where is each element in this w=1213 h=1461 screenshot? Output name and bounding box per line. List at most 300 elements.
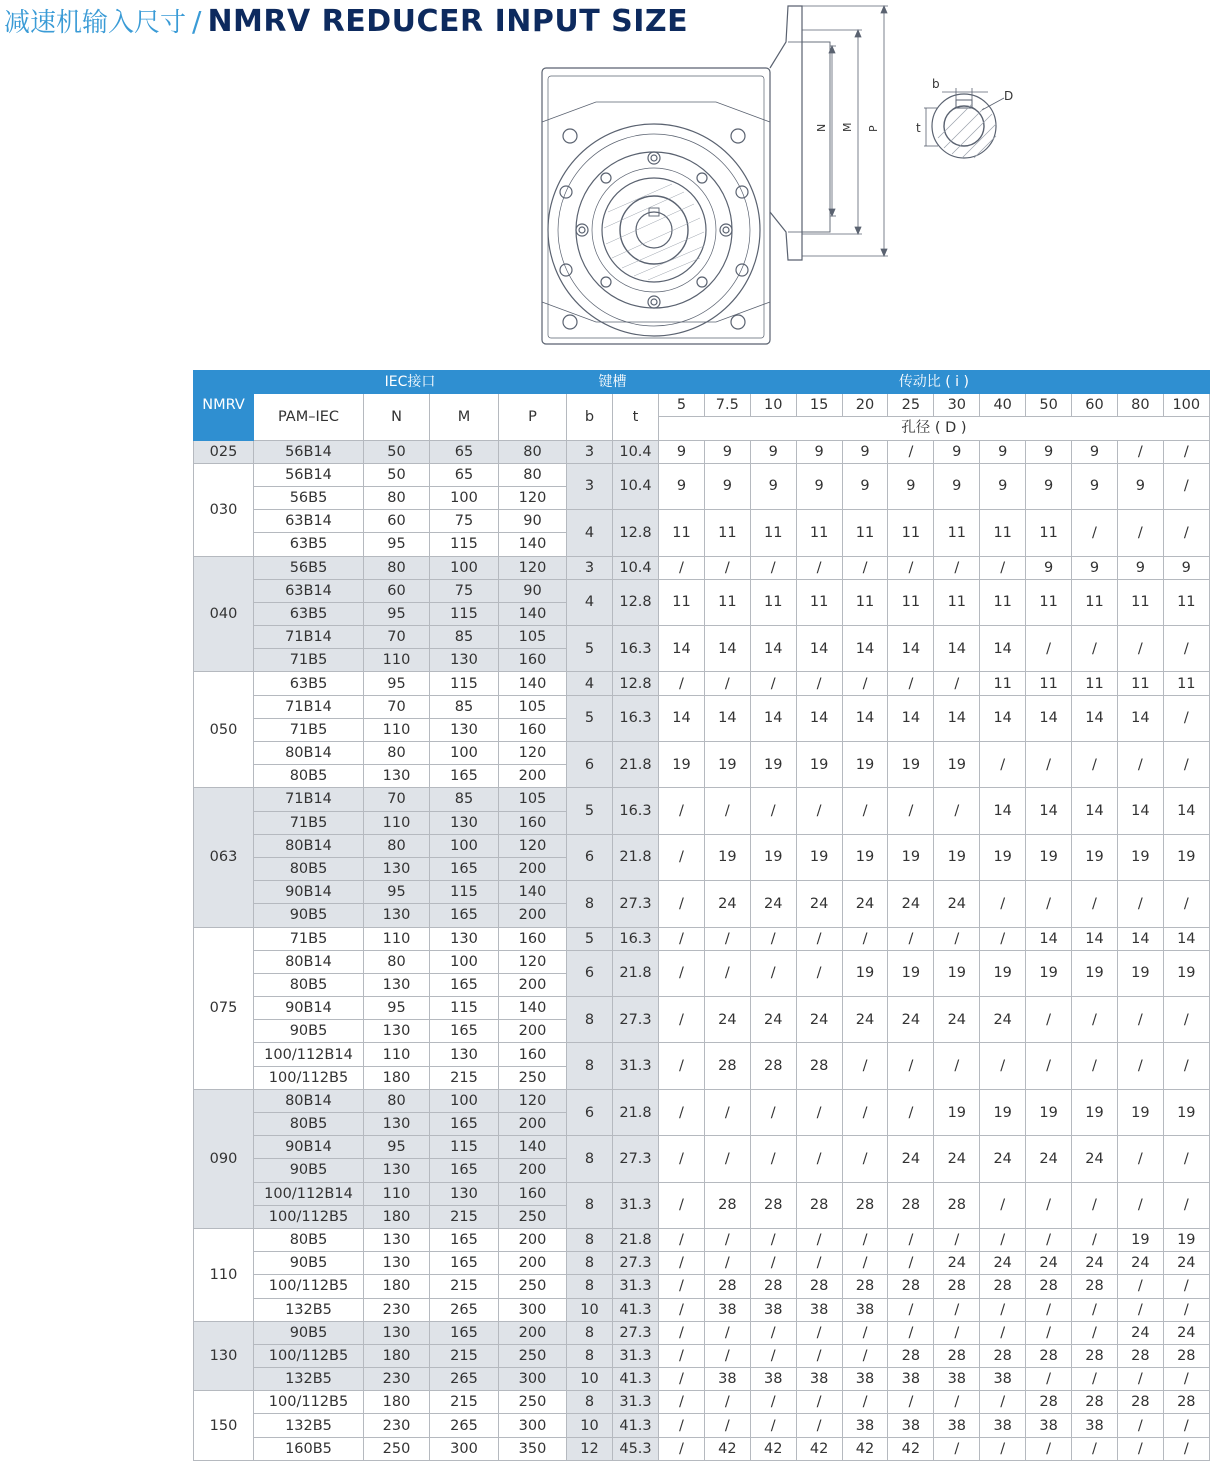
bore-diameter-cell: 11 (888, 510, 934, 556)
bore-header: 孔径 ( D ) (659, 417, 1210, 440)
bore-diameter-cell: 9 (750, 440, 796, 463)
n-cell: 130 (364, 1113, 430, 1136)
m-cell: 300 (430, 1437, 499, 1460)
bore-diameter-cell: 19 (1117, 834, 1163, 880)
bore-diameter-cell: / (1026, 881, 1072, 927)
key-t-cell: 10.4 (613, 440, 659, 463)
nmrv-size-cell: 040 (194, 556, 254, 672)
bore-diameter-cell: 28 (934, 1182, 980, 1228)
bore-diameter-cell: 9 (704, 463, 750, 509)
bore-diameter-cell: 9 (750, 463, 796, 509)
table-row (194, 927, 1210, 950)
keyway-label-d: D (1004, 89, 1014, 103)
n-cell: 130 (364, 1252, 430, 1275)
bore-diameter-cell: / (659, 672, 705, 695)
bore-diameter-cell: / (704, 1089, 750, 1135)
m-cell: 215 (430, 1344, 499, 1367)
bore-diameter-cell: / (934, 788, 980, 834)
m-cell: 165 (430, 1252, 499, 1275)
nmrv-size-cell: 090 (194, 1089, 254, 1228)
bore-diameter-cell: / (659, 950, 705, 996)
m-cell: 115 (430, 881, 499, 904)
m-cell: 165 (430, 765, 499, 788)
bore-diameter-cell: 42 (796, 1437, 842, 1460)
m-cell: 115 (430, 672, 499, 695)
bore-diameter-cell: / (888, 1043, 934, 1089)
bore-diameter-cell: / (704, 556, 750, 579)
bore-diameter-cell: 24 (934, 997, 980, 1043)
table-row (194, 440, 1210, 463)
key-b-cell: 8 (567, 1391, 613, 1414)
bore-diameter-cell: / (1117, 1368, 1163, 1391)
bore-diameter-cell: / (704, 1414, 750, 1437)
bore-diameter-cell: / (750, 1252, 796, 1275)
bore-diameter-cell: 14 (750, 695, 796, 741)
bore-diameter-cell: / (704, 1321, 750, 1344)
p-cell: 120 (499, 834, 567, 857)
m-cell: 165 (430, 1228, 499, 1251)
bore-diameter-cell: 11 (934, 579, 980, 625)
bore-diameter-cell: / (1026, 1043, 1072, 1089)
m-cell: 130 (430, 1043, 499, 1066)
n-cell: 180 (364, 1344, 430, 1367)
bore-diameter-cell: / (1117, 997, 1163, 1043)
bore-diameter-cell: / (888, 1228, 934, 1251)
m-cell: 215 (430, 1391, 499, 1414)
m-cell: 115 (430, 1136, 499, 1159)
bore-diameter-cell: / (704, 1344, 750, 1367)
bore-diameter-cell: 19 (888, 834, 934, 880)
bore-diameter-cell: / (888, 1298, 934, 1321)
nmrv-size-cell: 075 (194, 927, 254, 1089)
bore-diameter-cell: 24 (888, 997, 934, 1043)
pam-iec-cell: 100/112B14 (254, 1182, 364, 1205)
ratio-header: 50 (1026, 394, 1072, 417)
bore-diameter-cell: / (980, 556, 1026, 579)
bore-diameter-cell: 24 (1026, 1252, 1072, 1275)
key-t-cell: 27.3 (613, 1321, 659, 1344)
n-cell: 110 (364, 1043, 430, 1066)
bore-diameter-cell: / (659, 1368, 705, 1391)
bore-diameter-cell: / (980, 1298, 1026, 1321)
bore-diameter-cell: 38 (980, 1368, 1026, 1391)
bore-diameter-cell: / (704, 788, 750, 834)
bore-diameter-cell: / (659, 1321, 705, 1344)
n-cell: 110 (364, 1182, 430, 1205)
bore-diameter-cell: 11 (842, 579, 888, 625)
bore-diameter-cell: / (1163, 463, 1209, 509)
bore-diameter-cell: 11 (980, 579, 1026, 625)
bore-diameter-cell: 28 (704, 1043, 750, 1089)
n-cell: 80 (364, 834, 430, 857)
bore-diameter-cell: / (1117, 1182, 1163, 1228)
bore-diameter-cell: 11 (1117, 672, 1163, 695)
col-header-n: N (364, 394, 430, 440)
bore-diameter-cell: / (796, 927, 842, 950)
bore-diameter-cell: 19 (659, 742, 705, 788)
bore-diameter-cell: 19 (1163, 1089, 1209, 1135)
bore-diameter-cell: 14 (980, 695, 1026, 741)
pam-iec-cell: 100/112B5 (254, 1391, 364, 1414)
bore-diameter-cell: / (796, 1344, 842, 1367)
bore-diameter-cell: 24 (1117, 1321, 1163, 1344)
m-cell: 215 (430, 1066, 499, 1089)
ratio-header: 40 (980, 394, 1026, 417)
bore-diameter-cell: / (659, 1298, 705, 1321)
bore-diameter-cell: 14 (796, 695, 842, 741)
pam-iec-cell: 63B5 (254, 602, 364, 625)
bore-diameter-cell: / (796, 788, 842, 834)
bore-diameter-cell: 24 (1117, 1252, 1163, 1275)
pam-iec-cell: 71B5 (254, 927, 364, 950)
table-row (194, 742, 1210, 765)
key-b-cell: 8 (567, 881, 613, 927)
pam-iec-cell: 80B14 (254, 1089, 364, 1112)
table-row (194, 626, 1210, 649)
bore-diameter-cell: / (1026, 997, 1072, 1043)
pam-iec-cell: 90B14 (254, 1136, 364, 1159)
p-cell: 160 (499, 927, 567, 950)
key-t-cell: 21.8 (613, 834, 659, 880)
table-row (194, 579, 1210, 602)
n-cell: 80 (364, 486, 430, 509)
pam-iec-cell: 80B14 (254, 834, 364, 857)
m-cell: 215 (430, 1275, 499, 1298)
bore-diameter-cell: 11 (704, 579, 750, 625)
p-cell: 250 (499, 1066, 567, 1089)
bore-diameter-cell: 28 (796, 1043, 842, 1089)
pam-iec-cell: 71B14 (254, 788, 364, 811)
pam-iec-cell: 160B5 (254, 1437, 364, 1460)
bore-diameter-cell: / (1163, 626, 1209, 672)
m-cell: 265 (430, 1414, 499, 1437)
p-cell: 80 (499, 440, 567, 463)
key-t-cell: 16.3 (613, 695, 659, 741)
bore-diameter-cell: / (934, 1321, 980, 1344)
m-cell: 115 (430, 997, 499, 1020)
input-flange (770, 6, 802, 260)
table-row (194, 1182, 1210, 1205)
bore-diameter-cell: / (980, 1182, 1026, 1228)
bore-diameter-cell: / (659, 1344, 705, 1367)
n-cell: 60 (364, 510, 430, 533)
bore-diameter-cell: / (1072, 1368, 1118, 1391)
bore-diameter-cell: / (659, 1043, 705, 1089)
p-cell: 300 (499, 1368, 567, 1391)
key-b-cell: 10 (567, 1368, 613, 1391)
p-cell: 160 (499, 1043, 567, 1066)
bore-diameter-cell: / (1072, 742, 1118, 788)
bore-diameter-cell: 11 (1117, 579, 1163, 625)
n-cell: 230 (364, 1414, 430, 1437)
n-cell: 130 (364, 1020, 430, 1043)
bore-diameter-cell: 11 (888, 579, 934, 625)
key-b-cell: 5 (567, 695, 613, 741)
bore-diameter-cell: 9 (980, 440, 1026, 463)
key-b-cell: 10 (567, 1414, 613, 1437)
col-header-nmrv: NMRV (194, 371, 254, 441)
bore-diameter-cell: 19 (1163, 834, 1209, 880)
key-b-cell: 6 (567, 950, 613, 996)
p-cell: 250 (499, 1205, 567, 1228)
key-b-cell: 6 (567, 834, 613, 880)
bore-diameter-cell: 19 (934, 950, 980, 996)
bore-diameter-cell: 9 (888, 463, 934, 509)
bore-diameter-cell: 14 (980, 626, 1026, 672)
n-cell: 230 (364, 1298, 430, 1321)
table-row (194, 672, 1210, 695)
n-cell: 70 (364, 626, 430, 649)
pam-iec-cell: 63B14 (254, 579, 364, 602)
key-b-cell: 4 (567, 510, 613, 556)
bore-diameter-cell: 38 (750, 1298, 796, 1321)
bore-diameter-cell: / (1026, 1182, 1072, 1228)
bore-diameter-cell: 9 (1026, 463, 1072, 509)
bore-diameter-cell: 38 (1072, 1414, 1118, 1437)
p-cell: 350 (499, 1437, 567, 1460)
bore-diameter-cell: / (842, 556, 888, 579)
table-row (194, 1275, 1210, 1298)
bore-diameter-cell: 24 (842, 881, 888, 927)
m-cell: 130 (430, 718, 499, 741)
n-cell: 110 (364, 927, 430, 950)
n-cell: 50 (364, 463, 430, 486)
bore-diameter-cell: 9 (1026, 556, 1072, 579)
bore-diameter-cell: 11 (796, 579, 842, 625)
keyway-drawing (912, 74, 1032, 174)
table-row (194, 1228, 1210, 1251)
p-cell: 120 (499, 486, 567, 509)
bore-diameter-cell: / (750, 1136, 796, 1182)
bore-diameter-cell: 11 (1026, 672, 1072, 695)
bore-diameter-cell: 9 (842, 440, 888, 463)
bore-diameter-cell: 19 (888, 950, 934, 996)
m-cell: 165 (430, 904, 499, 927)
bore-diameter-cell: 19 (704, 742, 750, 788)
bore-diameter-cell: 9 (1072, 556, 1118, 579)
bore-diameter-cell: / (980, 927, 1026, 950)
bore-diameter-cell: 19 (1072, 834, 1118, 880)
m-cell: 100 (430, 556, 499, 579)
bore-diameter-cell: 9 (1163, 556, 1209, 579)
n-cell: 110 (364, 649, 430, 672)
bore-diameter-cell: 19 (1163, 1228, 1209, 1251)
table-row (194, 1391, 1210, 1414)
bore-diameter-cell: 11 (1072, 579, 1118, 625)
bore-diameter-cell: 24 (934, 881, 980, 927)
group-header-iec: IEC接口 (254, 371, 567, 394)
key-b-cell: 3 (567, 440, 613, 463)
p-cell: 200 (499, 1113, 567, 1136)
ratio-header: 7.5 (704, 394, 750, 417)
bore-diameter-cell: 38 (704, 1368, 750, 1391)
bore-diameter-cell: 11 (750, 510, 796, 556)
bore-diameter-cell: / (980, 1391, 1026, 1414)
bore-diameter-cell: 28 (980, 1344, 1026, 1367)
pam-iec-cell: 90B5 (254, 904, 364, 927)
bore-diameter-cell: / (750, 1321, 796, 1344)
key-b-cell: 12 (567, 1437, 613, 1460)
key-b-cell: 6 (567, 742, 613, 788)
bore-diameter-cell: 19 (842, 834, 888, 880)
bore-diameter-cell: 19 (934, 834, 980, 880)
bore-diameter-cell: / (1117, 1437, 1163, 1460)
bore-diameter-cell: 9 (1072, 463, 1118, 509)
p-cell: 160 (499, 811, 567, 834)
bore-diameter-cell: 42 (704, 1437, 750, 1460)
bore-diameter-cell: / (659, 1228, 705, 1251)
reducer-drawing (536, 2, 896, 347)
bore-diameter-cell: 9 (980, 463, 1026, 509)
bore-diameter-cell: / (750, 1414, 796, 1437)
bore-diameter-cell: 38 (888, 1368, 934, 1391)
bore-diameter-cell: / (888, 556, 934, 579)
n-cell: 50 (364, 440, 430, 463)
m-cell: 130 (430, 927, 499, 950)
pam-iec-cell: 100/112B5 (254, 1066, 364, 1089)
bore-diameter-cell: / (888, 927, 934, 950)
bore-diameter-cell: 28 (1072, 1391, 1118, 1414)
n-cell: 130 (364, 857, 430, 880)
bore-diameter-cell: 14 (1117, 788, 1163, 834)
key-t-cell: 10.4 (613, 463, 659, 509)
bore-diameter-cell: / (888, 1252, 934, 1275)
m-cell: 165 (430, 1321, 499, 1344)
bore-diameter-cell: 24 (934, 1136, 980, 1182)
bore-diameter-cell: / (1117, 440, 1163, 463)
bore-diameter-cell: 14 (888, 695, 934, 741)
bore-diameter-cell: / (1072, 881, 1118, 927)
bore-diameter-cell: 19 (1072, 1089, 1118, 1135)
bore-diameter-cell: / (750, 672, 796, 695)
p-cell: 200 (499, 973, 567, 996)
bore-diameter-cell: / (888, 440, 934, 463)
ratio-header: 10 (750, 394, 796, 417)
bore-diameter-cell: / (1117, 1043, 1163, 1089)
m-cell: 65 (430, 463, 499, 486)
bore-diameter-cell: / (750, 1391, 796, 1414)
dim-label-p: P (867, 125, 880, 132)
m-cell: 165 (430, 973, 499, 996)
key-t-cell: 45.3 (613, 1437, 659, 1460)
bore-diameter-cell: 19 (1117, 950, 1163, 996)
bore-diameter-cell: 9 (1026, 440, 1072, 463)
table-row (194, 556, 1210, 579)
bore-diameter-cell: / (704, 950, 750, 996)
p-cell: 200 (499, 1159, 567, 1182)
bore-diameter-cell: / (842, 672, 888, 695)
bore-diameter-cell: / (842, 927, 888, 950)
bore-diameter-cell: 19 (704, 834, 750, 880)
n-cell: 130 (364, 765, 430, 788)
bore-diameter-cell: / (842, 1136, 888, 1182)
bore-diameter-cell: 19 (750, 742, 796, 788)
input-size-table (193, 370, 1210, 1461)
pam-iec-cell: 90B14 (254, 997, 364, 1020)
key-t-cell: 21.8 (613, 1228, 659, 1251)
n-cell: 110 (364, 811, 430, 834)
dim-label-m: M (841, 122, 854, 132)
bore-diameter-cell: / (1072, 1298, 1118, 1321)
key-t-cell: 41.3 (613, 1414, 659, 1437)
p-cell: 105 (499, 626, 567, 649)
bore-diameter-cell: / (1072, 1228, 1118, 1251)
p-cell: 140 (499, 672, 567, 695)
col-header-p: P (499, 394, 567, 440)
p-cell: 90 (499, 510, 567, 533)
bore-diameter-cell: 14 (1026, 788, 1072, 834)
bore-diameter-cell: 9 (796, 440, 842, 463)
bore-diameter-cell: / (796, 1089, 842, 1135)
bore-diameter-cell: 38 (934, 1414, 980, 1437)
bore-diameter-cell: 14 (1072, 695, 1118, 741)
m-cell: 165 (430, 1020, 499, 1043)
bore-diameter-cell: / (934, 927, 980, 950)
bore-diameter-cell: / (1163, 1414, 1209, 1437)
bore-diameter-cell: / (1163, 997, 1209, 1043)
bore-diameter-cell: / (980, 1321, 1026, 1344)
nmrv-size-cell: 050 (194, 672, 254, 788)
key-t-cell: 27.3 (613, 1252, 659, 1275)
pam-iec-cell: 80B5 (254, 1228, 364, 1251)
bore-diameter-cell: 11 (659, 510, 705, 556)
bore-diameter-cell: / (980, 1228, 1026, 1251)
pam-iec-cell: 80B5 (254, 1113, 364, 1136)
bore-diameter-cell: / (659, 556, 705, 579)
p-cell: 200 (499, 904, 567, 927)
pam-iec-cell: 90B5 (254, 1321, 364, 1344)
bore-diameter-cell: / (659, 1437, 705, 1460)
bore-diameter-cell: / (1163, 1043, 1209, 1089)
bore-diameter-cell: 14 (1117, 695, 1163, 741)
m-cell: 165 (430, 857, 499, 880)
bore-diameter-cell: / (1163, 510, 1209, 556)
bore-diameter-cell: / (842, 1391, 888, 1414)
bore-diameter-cell: / (704, 1252, 750, 1275)
table-row (194, 1043, 1210, 1066)
bore-diameter-cell: 38 (704, 1298, 750, 1321)
n-cell: 180 (364, 1205, 430, 1228)
bore-diameter-cell: / (1163, 440, 1209, 463)
pam-iec-cell: 90B14 (254, 881, 364, 904)
group-header-key: 键槽 (567, 371, 659, 394)
key-b-cell: 8 (567, 1182, 613, 1228)
bore-diameter-cell: / (659, 997, 705, 1043)
m-cell: 265 (430, 1368, 499, 1391)
bore-diameter-cell: 24 (704, 997, 750, 1043)
ratio-header: 25 (888, 394, 934, 417)
bore-diameter-cell: 9 (1117, 463, 1163, 509)
pam-iec-cell: 71B5 (254, 649, 364, 672)
key-t-cell: 31.3 (613, 1043, 659, 1089)
bore-diameter-cell: / (1163, 742, 1209, 788)
bore-diameter-cell: 19 (934, 1089, 980, 1135)
pam-iec-cell: 56B14 (254, 463, 364, 486)
bore-diameter-cell: 24 (980, 1136, 1026, 1182)
bore-diameter-cell: 24 (1072, 1136, 1118, 1182)
table-row (194, 997, 1210, 1020)
key-b-cell: 5 (567, 626, 613, 672)
bore-diameter-cell: 19 (934, 742, 980, 788)
bore-diameter-cell: 24 (934, 1252, 980, 1275)
p-cell: 120 (499, 950, 567, 973)
bore-diameter-cell: / (659, 1391, 705, 1414)
title-separator: / (192, 5, 202, 38)
p-cell: 140 (499, 1136, 567, 1159)
bore-diameter-cell: 9 (796, 463, 842, 509)
bore-diameter-cell: 11 (796, 510, 842, 556)
title-chinese: 减速机输入尺寸 (4, 8, 187, 38)
